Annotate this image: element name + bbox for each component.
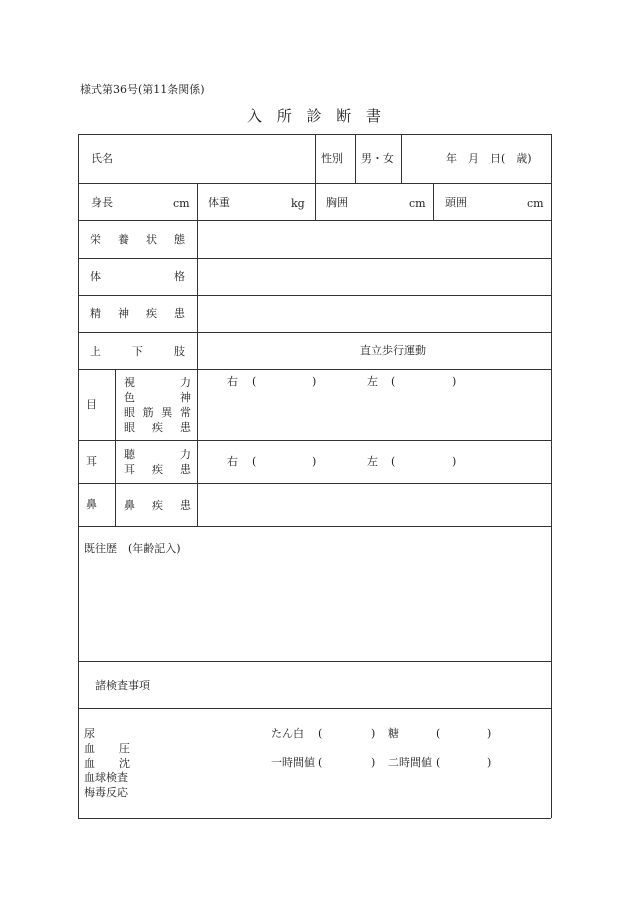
ear-left-label: 左 xyxy=(367,455,378,468)
eye-left-open-paren: ( xyxy=(391,375,396,388)
eye-disease-label: 眼 疾 患 xyxy=(124,421,191,434)
height-unit: cm xyxy=(173,197,190,210)
urine-test-label: 尿 xyxy=(84,727,95,740)
head-label: 頭囲 xyxy=(445,196,467,209)
eye-color-vision-label: 色 神 xyxy=(124,391,191,404)
blood-cell-test-label: 血球検査 xyxy=(84,771,128,784)
sugar-open-paren: ( xyxy=(436,727,441,740)
examinations-label: 諸検査事項 xyxy=(95,679,150,692)
document-title: 入 所 診 断 書 xyxy=(246,107,384,125)
ear-left-close-paren: ) xyxy=(452,455,457,468)
chest-label: 胸囲 xyxy=(326,196,348,209)
height-label: 身長 xyxy=(91,196,113,209)
blood-sedimentation-label: 血 沈 xyxy=(84,757,130,770)
eye-left-close-paren: ) xyxy=(452,375,457,388)
sex-label: 性別 xyxy=(321,152,343,165)
one-hour-open-paren: ( xyxy=(318,756,323,769)
eye-right-open-paren: ( xyxy=(252,375,257,388)
two-hour-value-label: 二時間値 xyxy=(388,756,432,769)
two-hour-open-paren: ( xyxy=(436,756,441,769)
physique-label: 体 格 xyxy=(90,270,185,283)
limbs-label: 上 下 肢 xyxy=(90,345,185,358)
ear-right-open-paren: ( xyxy=(252,455,257,468)
one-hour-close-paren: ) xyxy=(371,756,376,769)
eye-vision-label: 視 力 xyxy=(124,376,191,389)
birthdate-age-field: 年 月 日( 歳) xyxy=(446,152,532,165)
ear-hearing-label: 聴 力 xyxy=(124,448,191,461)
two-hour-close-paren: ) xyxy=(487,756,492,769)
name-label: 氏名 xyxy=(91,152,113,165)
ear-right-label: 右 xyxy=(227,455,238,468)
eye-left-label: 左 xyxy=(367,375,378,388)
syphilis-test-label: 梅毒反応 xyxy=(84,786,128,799)
ear-right-close-paren: ) xyxy=(312,455,317,468)
protein-open-paren: ( xyxy=(318,727,323,740)
weight-label: 体重 xyxy=(208,196,230,209)
mental-disease-label: 精 神 疾 患 xyxy=(90,307,185,320)
ear-label: 耳 xyxy=(86,455,97,468)
one-hour-value-label: 一時間値 xyxy=(271,756,315,769)
protein-close-paren: ) xyxy=(371,727,376,740)
form-number-label: 様式第36号(第11条関係) xyxy=(80,83,205,96)
nose-label: 鼻 xyxy=(86,498,97,511)
nutrition-label: 栄 養 状 態 xyxy=(90,233,185,246)
ear-left-open-paren: ( xyxy=(391,455,396,468)
sex-options: 男・女 xyxy=(361,152,394,165)
eye-right-label: 右 xyxy=(227,375,238,388)
eye-muscle-label: 眼 筋 異 常 xyxy=(124,406,191,419)
eye-right-close-paren: ) xyxy=(312,375,317,388)
upright-walking-label: 直立歩行運動 xyxy=(360,344,426,357)
sugar-close-paren: ) xyxy=(487,727,492,740)
protein-label: たん白 xyxy=(271,727,304,740)
ear-disease-label: 耳 疾 患 xyxy=(124,463,191,476)
eye-label: 目 xyxy=(86,398,97,411)
chest-unit: cm xyxy=(409,197,426,210)
weight-unit: kg xyxy=(291,197,305,210)
nose-disease-label: 鼻 疾 患 xyxy=(124,499,191,512)
head-unit: cm xyxy=(527,197,544,210)
sugar-label: 糖 xyxy=(388,727,399,740)
medical-history-label: 既往歴 (年齢記入) xyxy=(84,542,181,555)
blood-pressure-label: 血 圧 xyxy=(84,742,130,755)
